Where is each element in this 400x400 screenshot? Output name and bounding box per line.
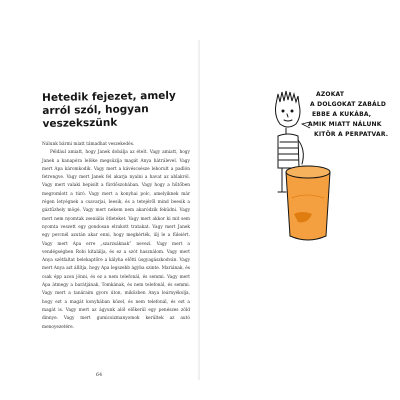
chapter-title: Hetedik fejezet, amely arról szól, hogyan veszekszünk — [42, 89, 176, 130]
speech-line: KITÖR A PERPATVAR. — [314, 131, 389, 138]
paragraph: Például amiatt, hogy Janek dobálja az ételt. Vagy amiatt, hogy Janek a kanapéra lelöke megsüzíja magát Anya hátrálevel. Vagy mert Apa káromkodik. Vagy mert a kávéscsésze leborult a padlón fetrengve. Vagy mert Janek fel akarja nyalni a havat az ablakról. Vagy mert valaki bepisilt a fürdőszobában. Vagy hogy a hűtőben megromlott a túró. Vagy mert a konyhai polc, amelyiknek már régen letyégnek a csavarjai, leesik, és a tetejéről mind beesik a gáztűzhely mögé. Vagy mert nekem nem akaródzik feküdni. Vagy mert nem nyomtak zseniális ötleteket. Vagy mert akkor ki mit sem nyomta veszett egy gondosan elrakott tratakat. Vagy mert Janek egy percnél azután akar enni, hogy megkérték, ülj le a füleiért. Vagy mert Apa erre „szarzsáknak” nevezi. Vagy mert a vendégségben Robi kitalálja, és ez a szót használom. Vagy mert Anya szétfaltat belekaptőre a kályha előtti úsgyagászkodván. Vagy mert Anya azt állítja, hogy Apa legszebb ágyba szinte. Mariának, és csak épp azon jönni, és ez a nem telefonál, és semmi. Vagy mert Apa átmegy a barátjának, Tomkának, és nem telefonál, és semmi. Vagy mert a tanáraim gyors úton, miközben Anya leárnyékolja, hogy ezt a magát konyhában közel, és nem telefonál, és ezt a magát is. Vagy mert az ágyunk alól előkerül egy penészes zöld dinnye. Vagy mert gumicsizmanyomok kerültek az autó menoyezetére. — [42, 150, 190, 330]
boy-and-bin-illustration — [272, 80, 392, 270]
speech-line: AMIK MIATT NÁLUNK — [308, 121, 382, 128]
speech-line: EBBE A KUKÁBA, — [312, 111, 372, 118]
speech-line: A DOLGOKAT ZABÁLD — [310, 101, 387, 108]
left-body-text — [42, 141, 190, 332]
trash-bin — [286, 166, 330, 240]
speech-text — [308, 91, 388, 138]
speech-line: AZOKAT — [316, 91, 345, 98]
paragraph: Nálunk bármi miatt támadhat veszekedés. — [42, 142, 135, 147]
page-number: 64 — [95, 372, 103, 378]
